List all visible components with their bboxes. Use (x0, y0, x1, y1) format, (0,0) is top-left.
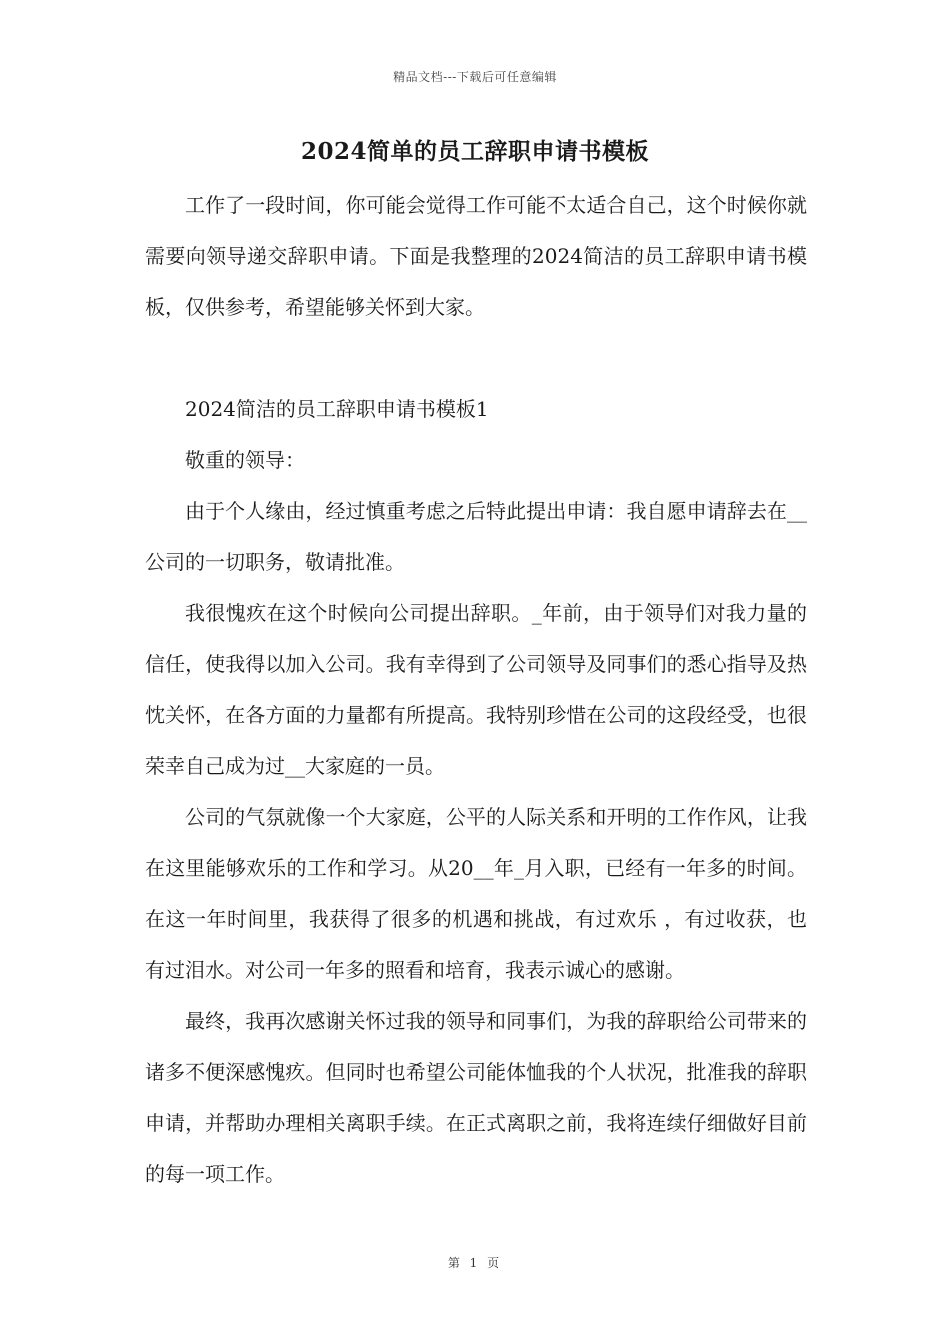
salutation: 敬重的领导： (185, 448, 305, 472)
body-paragraph-4: 最终，我再次感谢关怀过我的领导和同事们，为我的辞职给公司带来的诸多不便深感愧疚。但同时也希望公司能体恤我的个人状况，批准我的辞职申请，并帮助办理相关离职手续。在正式离职之前，我将连续仔细做好目前的每一项工作。 (145, 1009, 807, 1186)
body-paragraph-2: 我很愧疚在这个时候向公司提出辞职。_年前，由于领导们对我力量的信任，使我得以加入公司。我有幸得到了公司领导及同事们的悉心指导及热忱关怀，在各方面的力量都有所提高。我特别珍惜在公司的这段经受，也很荣幸自己成为过__大家庭的一员。 (145, 601, 807, 778)
document-body (145, 180, 807, 1200)
template-heading: 2024简洁的员工辞职申请书模板1 (185, 397, 489, 421)
body-paragraph-1: 由于个人缘由，经过慎重考虑之后特此提出申请：我自愿申请辞去在__公司的一切职务，敬请批准。 (145, 499, 807, 574)
body-paragraph-3: 公司的气氛就像一个大家庭，公平的人际关系和开明的工作作风，让我在这里能够欢乐的工作和学习。从20__年_月入职，已经有一年多的时间。在这一年时间里，我获得了很多的机遇和挑战，有过欢乐 ，有过收获，也有过泪水。对公司一年多的照看和培育，我表示诚心的感谢。 (145, 805, 807, 982)
intro-paragraph: 工作了一段时间，你可能会觉得工作可能不太适合自己，这个时候你就需要向领导递交辞职申请。下面是我整理的2024简洁的员工辞职申请书模板，仅供参考，希望能够关怀到大家。 (145, 193, 807, 319)
header-note: 精品文档---下载后可任意编辑 (393, 70, 557, 84)
document-title: 2024简单的员工辞职申请书模板 (300, 138, 649, 165)
page-number: 第 1 页 (447, 1256, 503, 1270)
